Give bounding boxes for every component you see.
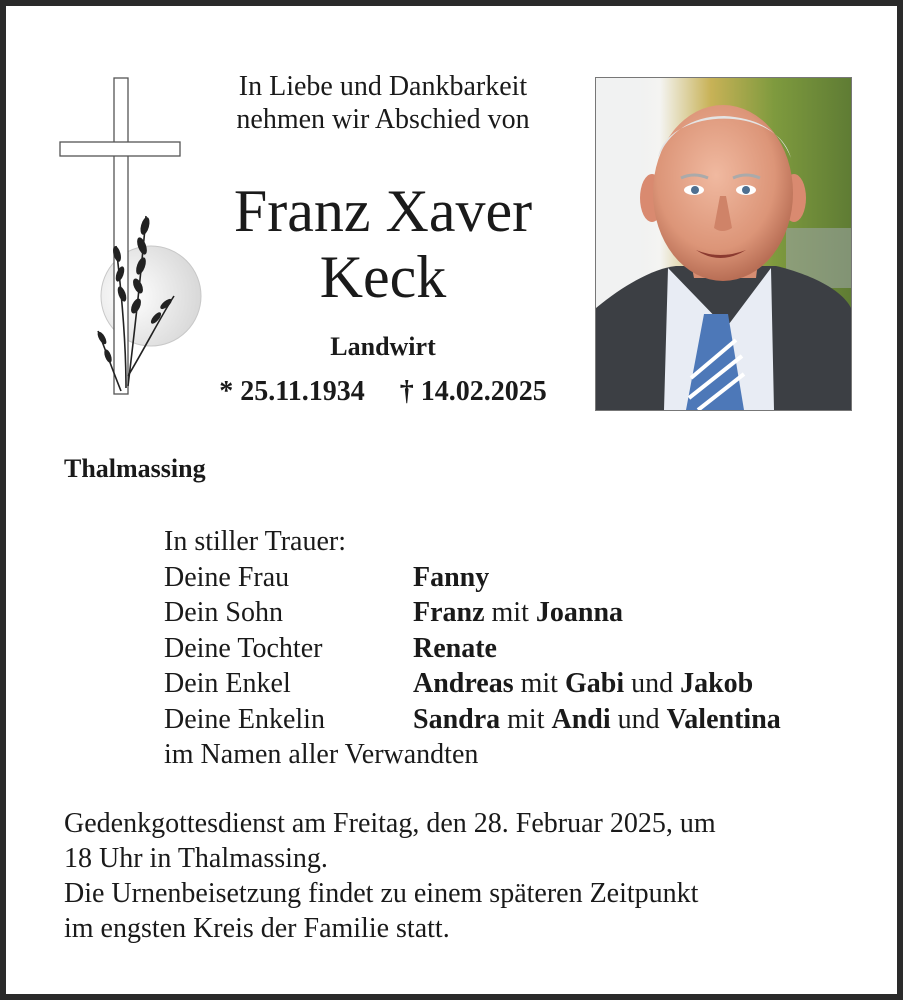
mourner-rows xyxy=(164,560,781,738)
mourner-connector: und xyxy=(624,668,681,699)
closing-line: Die Urnenbeisetzung findet zu einem späteren Zeitpunkt xyxy=(64,878,699,909)
closing-line: 18 Uhr in Thalmassing. xyxy=(64,843,328,874)
mourner-name: Franz xyxy=(413,597,485,628)
mourner-row xyxy=(164,631,781,667)
mourner-name: Sandra xyxy=(413,703,501,735)
mourner-relation: Deine Enkelin xyxy=(164,703,325,735)
mourner-row xyxy=(164,666,781,702)
mourners-heading: In stiller Trauer: xyxy=(164,526,346,557)
portrait-photo xyxy=(596,78,851,410)
mourner-names xyxy=(413,595,623,631)
mourner-name: Joanna xyxy=(535,597,624,628)
mourner-names xyxy=(413,702,781,738)
intro-line: nehmen wir Abschied von xyxy=(236,104,530,135)
closing-text xyxy=(64,806,864,946)
mourner-names xyxy=(413,666,753,702)
mourner-row xyxy=(164,560,781,596)
mourner-connector: mit xyxy=(500,703,552,735)
mourner-name: Fanny xyxy=(413,561,490,593)
place-name: Thalmassing xyxy=(64,454,206,483)
mourners-list xyxy=(164,524,781,773)
mourner-relation: Deine Tochter xyxy=(164,632,323,664)
mourner-connector: mit xyxy=(513,668,565,699)
life-dates xyxy=(196,376,570,408)
name-line: Franz Xaver xyxy=(233,178,533,244)
mourner-names xyxy=(413,631,497,667)
deceased-name xyxy=(196,178,570,310)
cross-with-wheat-icon xyxy=(56,76,216,406)
death-date: † 14.02.2025 xyxy=(399,376,547,407)
mourner-connector: und xyxy=(610,703,667,735)
mourner-name: Andi xyxy=(551,703,611,735)
intro-text xyxy=(196,70,570,136)
mourner-connector: mit xyxy=(484,597,536,628)
profession: Landwirt xyxy=(330,332,436,361)
birth-date: * 25.11.1934 xyxy=(219,376,365,407)
mourner-row xyxy=(164,702,781,738)
obituary-notice xyxy=(6,6,897,994)
mourner-name: Valentina xyxy=(666,703,781,735)
mourner-name: Renate xyxy=(413,632,497,664)
mourner-names xyxy=(413,560,489,596)
mourners-footer: im Namen aller Verwandten xyxy=(164,739,479,770)
closing-line: Gedenkgottesdienst am Freitag, den 28. Februar 2025, um xyxy=(64,808,716,839)
mourner-row xyxy=(164,595,781,631)
mourner-name: Andreas xyxy=(413,668,514,699)
mourner-relation: Dein Enkel xyxy=(164,668,291,699)
mourner-relation: Deine Frau xyxy=(164,561,290,593)
name-line: Keck xyxy=(319,244,447,310)
mourner-relation: Dein Sohn xyxy=(164,597,283,628)
closing-line: im engsten Kreis der Familie statt. xyxy=(64,913,450,944)
mourner-name: Jakob xyxy=(680,668,754,699)
intro-line: In Liebe und Dankbarkeit xyxy=(238,71,528,102)
mourner-name: Gabi xyxy=(564,668,625,699)
